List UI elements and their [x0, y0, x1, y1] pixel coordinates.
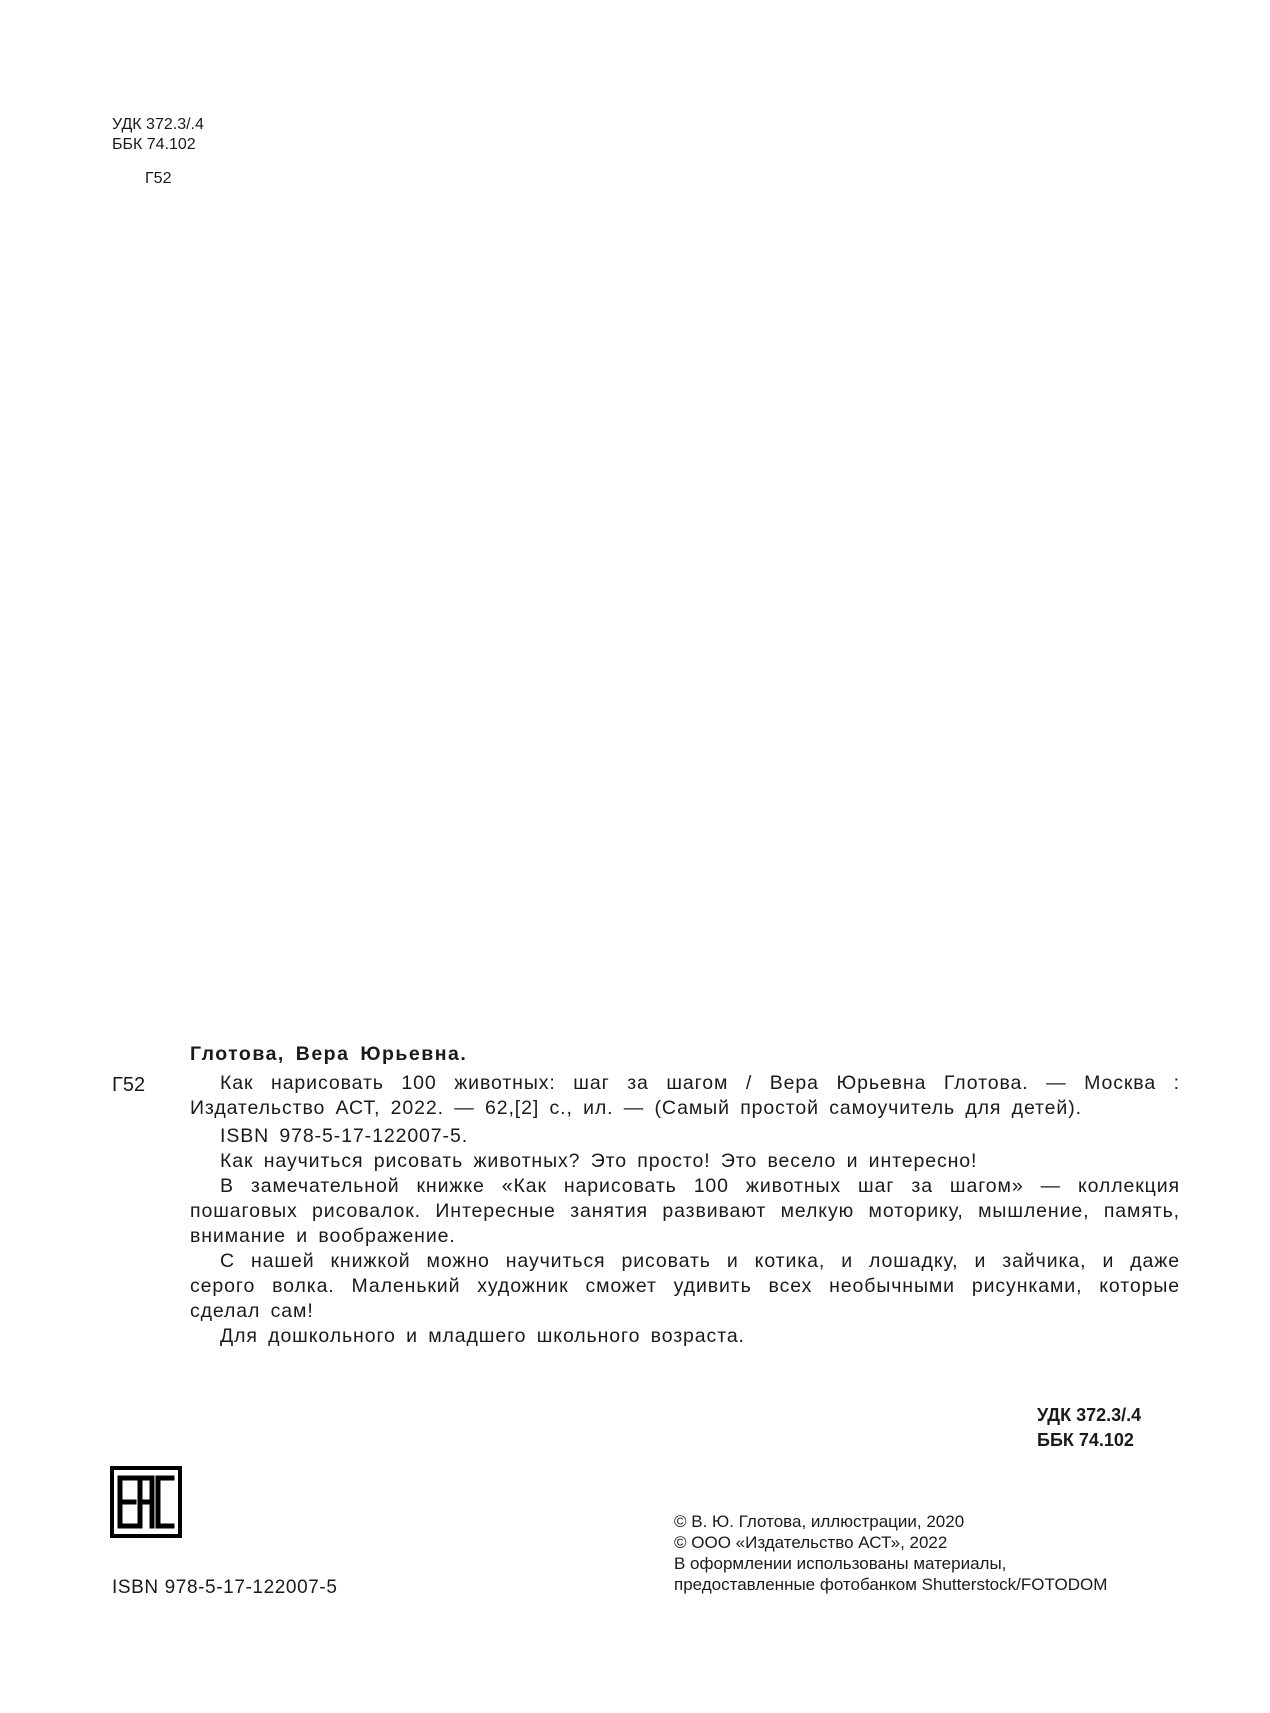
- isbn-bottom: ISBN 978-5-17-122007-5: [112, 1577, 338, 1598]
- copyright-line: В оформлении использованы материалы,: [674, 1554, 1007, 1573]
- annotation-paragraph: С нашей книжкой можно научиться рисовать и котика, и лошадку, и зайчика, и даже серого волка. Маленький художник сможет удивить всех необычными рисунками, которые сделал сам!: [190, 1250, 1180, 1322]
- copyright-line: © В. Ю. Глотова, иллюстрации, 2020: [674, 1512, 965, 1531]
- top-udk: УДК 372.3/.4: [112, 116, 204, 133]
- annotation-paragraph: Для дошкольного и младшего школьного возраста.: [220, 1325, 745, 1347]
- copyright-line: © ООО «Издательство АСТ», 2022: [674, 1533, 948, 1552]
- bibliographic-description: Как нарисовать 100 животных: шаг за шагом / Вера Юрьевна Глотова. — Москва : Издательство АСТ, 2022. — 62,[2] с., ил. — (Самый простой самоучитель для детей).: [190, 1072, 1180, 1119]
- side-author-mark: Г52: [112, 1074, 146, 1096]
- copyright-line: предоставленные фотобанком Shutterstock/FOTODOM: [674, 1575, 1108, 1594]
- bottom-bbk: ББК 74.102: [1037, 1430, 1134, 1450]
- bottom-udk: УДК 372.3/.4: [1037, 1405, 1142, 1425]
- copyright-block: [674, 1511, 1107, 1595]
- record-isbn: ISBN 978-5-17-122007-5.: [220, 1125, 469, 1147]
- top-bbk: ББК 74.102: [112, 136, 196, 153]
- top-author-mark: Г52: [145, 170, 172, 187]
- catalog-record: [190, 1042, 1180, 1349]
- author-heading: Глотова, Вера Юрьевна.: [190, 1043, 468, 1065]
- bottom-classification-codes: [1037, 1403, 1141, 1453]
- annotation-paragraph: В замечательной книжке «Как нарисовать 100 животных шаг за шагом» — коллекция пошаговых рисовалок. Интересные занятия развивают мелкую моторику, мышление, память, внимание и воображение.: [190, 1175, 1180, 1247]
- annotation-paragraph: Как научиться рисовать животных? Это просто! Это весело и интересно!: [220, 1150, 978, 1172]
- eac-mark-icon: [110, 1466, 182, 1538]
- top-classification-codes: [112, 115, 204, 155]
